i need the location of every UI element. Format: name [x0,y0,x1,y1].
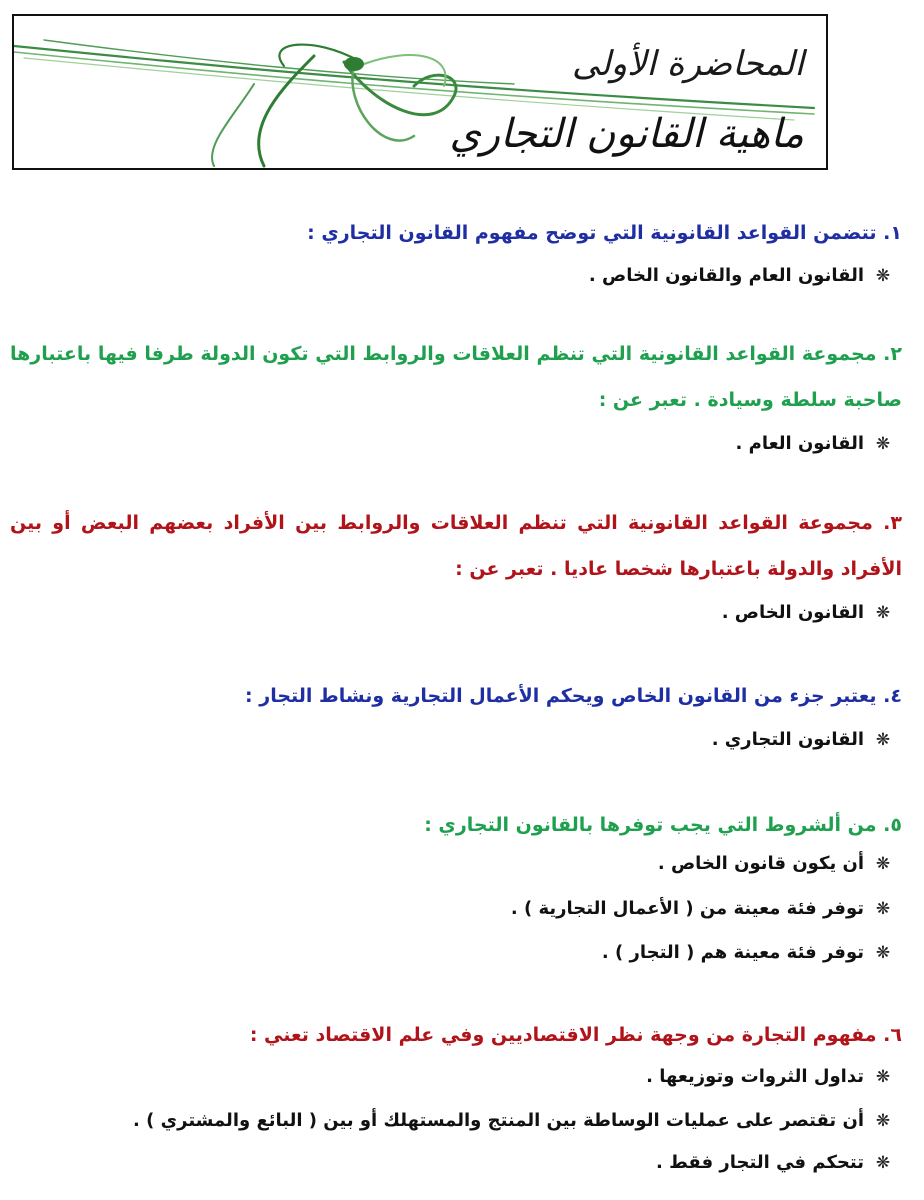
answer-6-1: ❋تداول الثروات وتوزيعها . [646,1064,894,1090]
snowflake-asterisk-icon: ❋ [875,603,891,623]
answer-6-2: ❋أن تقتصر على عمليات الوساطة بين المنتج والمستهلك أو بين ( البائع والمشتري ) . [133,1108,894,1134]
question-6: ٦. مفهوم التجارة من وجهة نظر الاقتصاديين وفي علم الاقتصاد تعني : [249,1024,902,1046]
snowflake-asterisk-icon: ❋ [875,899,891,919]
answer-5-2: ❋توفر فئة معينة من ( الأعمال التجارية ) . [511,896,894,922]
answer-3-1: ❋القانون الخاص . [722,600,894,626]
answer-6-3: ❋تتحكم في التجار فقط . [656,1150,894,1176]
question-3: ٣. مجموعة القواعد القانونية التي تنظم العلاقات والروابط بين الأفراد بعضهم البعض أو بين الأفراد والدولة باعتبارها شخصا عاديا . تعبر عن : [10,512,902,580]
question-2: ٢. مجموعة القواعد القانونية التي تنظم العلاقات والروابط التي تكون الدولة طرفا فيها باعتبارها صاحبة سلطة وسيادة . تعبر عن : [10,343,902,411]
banner-subtitle: ماهية القانون التجاري [449,111,804,157]
banner-title: المحاضرة الأولى [572,44,804,84]
snowflake-asterisk-icon: ❋ [875,1111,891,1131]
question-1: ١. تتضمن القواعد القانونية التي توضح مفهوم القانون التجاري : [307,222,902,244]
header-banner [12,14,828,170]
answer-1-1: ❋القانون العام والقانون الخاص . [589,263,894,289]
question-5: ٥. من ألشروط التي يجب توفرها بالقانون التجاري : [424,814,902,836]
snowflake-asterisk-icon: ❋ [875,1067,891,1087]
snowflake-asterisk-icon: ❋ [875,434,891,454]
snowflake-asterisk-icon: ❋ [875,266,891,286]
snowflake-asterisk-icon: ❋ [875,943,891,963]
snowflake-asterisk-icon: ❋ [875,1153,891,1173]
snowflake-asterisk-icon: ❋ [875,854,891,874]
snowflake-asterisk-icon: ❋ [875,730,891,750]
answer-5-1: ❋أن يكون قانون الخاص . [658,851,894,877]
answer-2-1: ❋القانون العام . [736,431,894,457]
answer-5-3: ❋توفر فئة معينة هم ( التجار ) . [602,940,894,966]
answer-4-1: ❋القانون التجاري . [712,727,894,753]
question-4: ٤. يعتبر جزء من القانون الخاص ويحكم الأعمال التجارية ونشاط التجار : [245,685,902,707]
